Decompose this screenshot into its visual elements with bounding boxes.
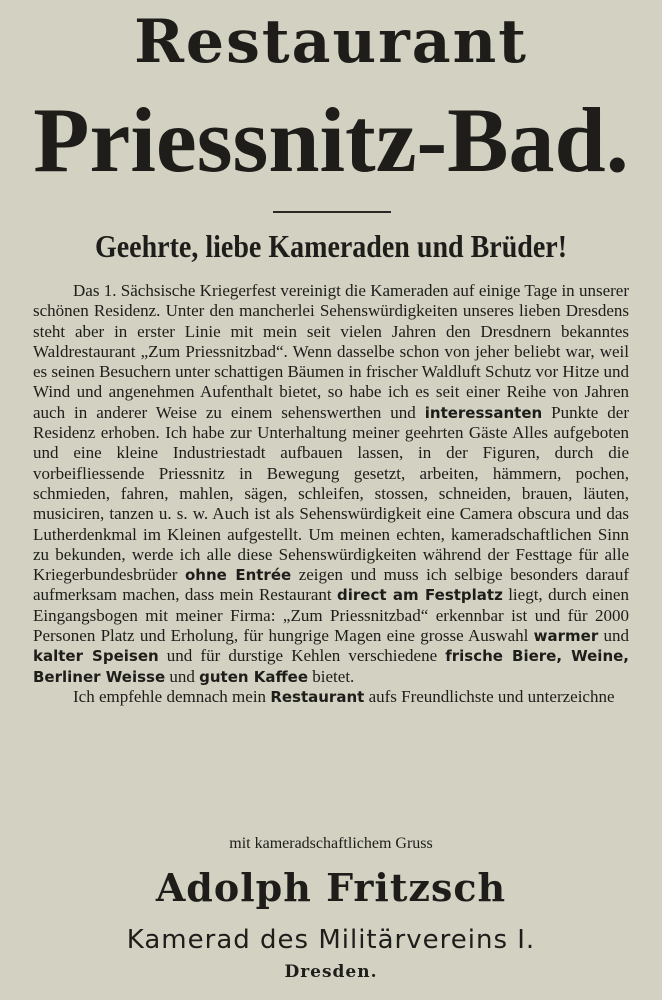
text-run: und xyxy=(165,666,200,686)
bold-run: frische Biere, Weine, Berliner Weisse xyxy=(33,647,629,686)
salutation: Geehrte, liebe Kameraden und Brüder! xyxy=(94,230,568,265)
title-priessnitz-bad: Priessnitz-Bad. xyxy=(33,89,629,191)
advert-body xyxy=(33,281,629,707)
closing-greeting: mit kameradschaftlichem Gruss xyxy=(229,835,433,852)
title-restaurant: Restaurant xyxy=(134,7,528,77)
body-paragraph-1 xyxy=(33,281,629,687)
text-run: und xyxy=(598,626,630,646)
body-paragraph-2 xyxy=(33,687,629,707)
bold-run: direct am Festplatz xyxy=(337,586,503,605)
bold-run: Restaurant xyxy=(270,687,365,706)
signature-city: Dresden. xyxy=(284,962,378,982)
text-run: Punkte der Residenz erhoben. Ich habe zur Unterhaltung meiner geehrten Gäste Alles aufgeboten und eine kleine Industriestadt aufbauen lassen, in der Figuren, durch die vorbeifliessende Priessnitz in Bewegung gesetzt, arbeiten, hämmern, pochen, schmieden, fahren, mahlen, sägen, schleifen, stossen, schneiden, brauen, läuten, musiciren, tanzen u. s. w. Auch ist als Sehenswürdigkeit eine Camera obscura und das Lutherdenkmal im Kleinen aufgestellt. Um meinen echten, kameradschaftlichen Sinn zu bekunden, werde ich alle diese Sehenswürdigkeiten während der Festtage für alle Kriegerbundesbrüder xyxy=(33,402,629,585)
text-run: bietet. xyxy=(308,666,355,686)
text-run: zeigen und muss ich selbige besonders darauf aufmerksam machen, dass mein Restaurant xyxy=(33,565,629,605)
text-run: Das 1. Sächsische Kriegerfest vereinigt die Kameraden auf einige Tage in unserer schönen Residenz. Unter den mancherlei Sehenswürdigkeiten unseres lieben Dresdens steht aber in erster Linie mit mein seit vielen Jahren den Dresdnern bekanntes Waldrestaurant „Zum Priessnitzbad“. Wenn dasselbe schon von jeher beliebt war, weil es seinen Besuchern unter schattigen Bäumen in frischer Waldluft Schutz vor Hitze und Wind und angenehmen Aufenthalt bietet, so habe ich es seit einer Reihe von Jahren auch in anderer Weise zu einem sehenswerthen und xyxy=(33,281,629,422)
signature-rank: Kamerad des Militärvereins I. xyxy=(126,925,536,955)
text-run: und für durstige Kehlen verschiedene xyxy=(158,646,446,666)
signature-name: Adolph Fritzsch xyxy=(155,865,507,910)
text-run: Ich empfehle demnach mein xyxy=(73,686,271,706)
bold-run: kalter Speisen xyxy=(33,647,159,666)
bold-run: ohne Entrée xyxy=(184,566,292,585)
bold-run: guten Kaffee xyxy=(199,667,309,686)
bold-run: warmer xyxy=(533,627,599,646)
text-run: liegt, durch einen Eingangsbogen mit meiner Firma: „Zum Priessnitzbad“ erkennbar ist und für 2000 Personen Platz und Erholung, für hungrige Magen eine grosse Auswahl xyxy=(33,585,629,646)
bold-run: interessanten xyxy=(424,403,543,422)
text-run: aufs Freundlichste und unterzeichne xyxy=(364,686,615,706)
title-divider xyxy=(273,211,391,213)
